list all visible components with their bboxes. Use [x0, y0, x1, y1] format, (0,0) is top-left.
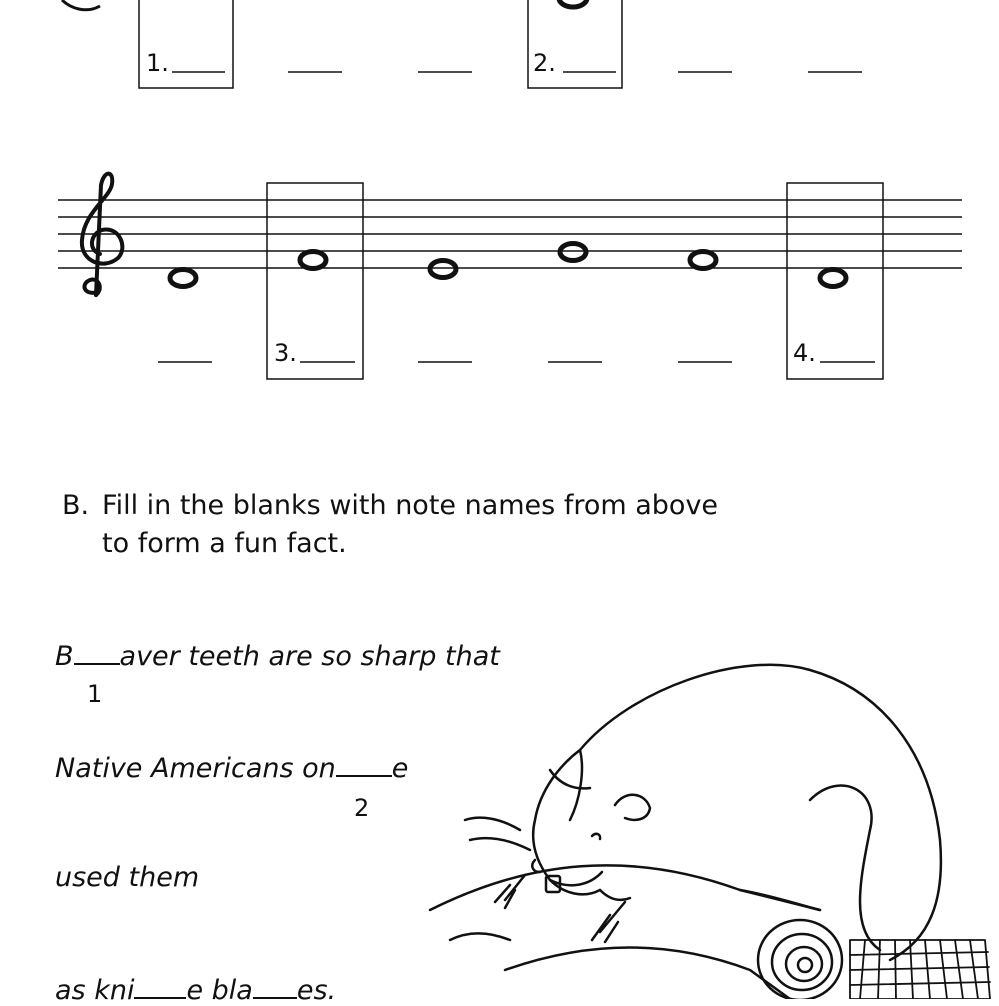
log-bottom-edge [505, 948, 790, 1000]
whole-note [560, 244, 586, 261]
beaver-head [533, 750, 600, 894]
top-whole-note-partial [559, 0, 587, 7]
section-letter: B. [62, 490, 90, 521]
fact-line-1-start: B [55, 641, 74, 672]
whole-note [820, 270, 846, 287]
beaver-illustration [410, 640, 999, 999]
fact-blank-3[interactable] [134, 975, 186, 999]
fact-blank-1[interactable] [74, 641, 120, 665]
section-b-instruction [62, 487, 782, 563]
instruction-line-2: to form a fun fact. [102, 528, 347, 559]
beaver-ear [615, 795, 650, 820]
fact-line-4-a: as kni [55, 975, 135, 1006]
fact-line-2-end: e [391, 753, 409, 784]
fact-line-2 [55, 753, 408, 784]
instruction-line-1: Fill in the blanks with note names from above [102, 490, 719, 521]
answer-label-4: 4. [793, 339, 816, 367]
whole-note [430, 261, 456, 278]
fact-line-4-c: es. [296, 975, 337, 1006]
fact-line-4 [55, 975, 336, 1006]
whole-note [690, 252, 716, 269]
beaver-eye [592, 834, 600, 839]
whole-notes [170, 244, 846, 287]
top-staff [62, 0, 862, 88]
fact-line-3: used them [55, 862, 200, 893]
fact-blank-4[interactable] [253, 975, 297, 999]
bottom-staff [58, 174, 962, 379]
fact-blank-2-number: 2 [354, 794, 370, 822]
beaver-body [580, 665, 941, 960]
beaver-tail [850, 940, 990, 999]
treble-clef-partial [62, 0, 100, 10]
whole-note [170, 270, 196, 287]
beaver-paw-right [592, 902, 625, 942]
answer-label-3: 3. [274, 339, 297, 367]
whole-note [300, 252, 326, 269]
staff-lines [58, 200, 962, 268]
fact-line-2-start: Native Americans on [55, 753, 336, 784]
fact-blank-2[interactable] [336, 753, 392, 777]
answer-label-1: 1. [146, 49, 169, 77]
fact-blank-1-number: 1 [87, 680, 103, 708]
answer-label-2: 2. [533, 49, 556, 77]
fact-line-4-b: e bla [186, 975, 253, 1006]
fact-line-1-end: aver teeth are so sharp that [119, 641, 500, 672]
